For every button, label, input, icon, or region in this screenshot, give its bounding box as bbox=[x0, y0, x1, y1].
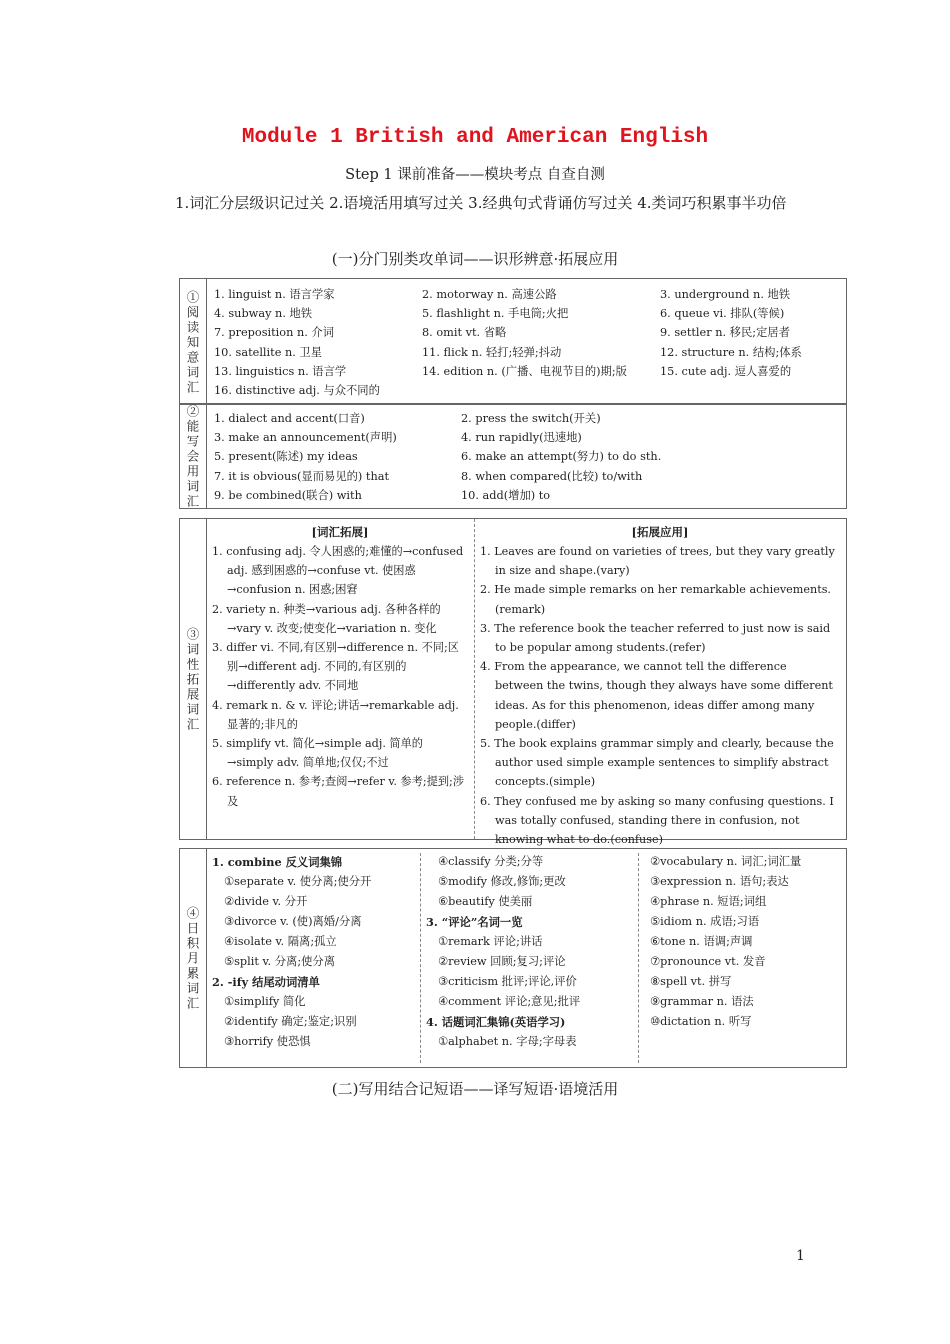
group-heading: 1. combine 反义词集锦 bbox=[212, 855, 343, 869]
vocab-item: ③horrify 使恐惧 bbox=[224, 1035, 311, 1048]
extension-list bbox=[212, 542, 468, 811]
vocab-item: ⑩dictation n. 听写 bbox=[650, 1015, 752, 1028]
vocab-item: ①separate v. 使分离;使分开 bbox=[224, 875, 372, 888]
vocab-item: ④isolate v. 隔离;孤立 bbox=[224, 935, 337, 948]
application-item: 2. He made simple remarks on her remarkable achievements.(remark) bbox=[480, 583, 831, 616]
vocab-item: 6. queue vi. 排队(等候) bbox=[660, 307, 785, 321]
vocab-item: 1. linguist n. 语言学家 bbox=[214, 288, 335, 301]
vocab-item: 11. flick n. 轻打;轻弹;抖动 bbox=[422, 345, 562, 359]
vocab-column bbox=[212, 852, 371, 1052]
box-tab: ④日积月累词汇 bbox=[180, 849, 207, 1067]
group-heading: 4. 话题词汇集锦(英语学习) bbox=[426, 1015, 566, 1029]
vocab-item: 13. linguistics n. 语言学 bbox=[214, 364, 347, 378]
application-item: 4. From the appearance, we cannot tell the difference between the twins, though they always have some different ideas. As for this phenomenon, ideas differ among many people.(differ) bbox=[480, 660, 833, 731]
vocab-item: 4. subway n. 地铁 bbox=[214, 307, 313, 321]
extension-item: 6. reference n. 参考;查阅→refer v. 参考;提到;涉及 bbox=[212, 775, 465, 808]
vocab-item: 16. distinctive adj. 与众不同的 bbox=[214, 384, 380, 398]
vocab-item: 2. motorway n. 高速公路 bbox=[422, 288, 557, 301]
vocab-item: ③divorce v. (使)离婚/分离 bbox=[224, 915, 362, 928]
vocab-item: 3. make an announcement(声明) bbox=[214, 431, 397, 445]
reading-vocab-box bbox=[179, 278, 847, 405]
vocab-item: 9. settler n. 移民;定居者 bbox=[660, 326, 790, 340]
page-number: 1 bbox=[796, 1248, 805, 1264]
vocab-item: ④classify 分类;分等 bbox=[438, 855, 544, 868]
application-item: 3. The reference book the teacher referred to just now is said to be popular among students.(refer) bbox=[480, 621, 831, 655]
vocab-item: ⑥beautify 使美丽 bbox=[438, 895, 533, 908]
box-tab: ①阅读知意词汇 bbox=[180, 279, 207, 404]
vocab-item: 15. cute adj. 逗人喜爱的 bbox=[660, 364, 792, 378]
vocab-item: ③expression n. 语句;表达 bbox=[650, 875, 789, 888]
right-header: [拓展应用] bbox=[631, 525, 689, 539]
vocab-item: 5. flashlight n. 手电筒;火把 bbox=[422, 307, 569, 321]
vocab-item: ⑨grammar n. 语法 bbox=[650, 995, 754, 1008]
extension-vocab-box bbox=[179, 518, 847, 847]
application-item: 6. They confused me by asking so many confusing questions. I was totally confused, standing there in confusion, not knowing what to do.(confuse) bbox=[480, 794, 834, 847]
vocab-item: ②divide v. 分开 bbox=[224, 895, 308, 908]
extension-item: 5. simplify vt. 简化→simple adj. 简单的→simply adv. 简单地;仅仅;不过 bbox=[212, 737, 423, 770]
vocab-item: 12. structure n. 结构;体系 bbox=[660, 345, 802, 359]
vocab-item: 8. omit vt. 省略 bbox=[422, 326, 507, 340]
vocab-item: 10. satellite n. 卫星 bbox=[214, 345, 323, 359]
application-list bbox=[480, 542, 838, 849]
column-divider bbox=[420, 853, 421, 1063]
page-title: Module 1 British and American English bbox=[241, 126, 709, 149]
vocab-item: 6. make an attempt(努力) to do sth. bbox=[461, 450, 662, 464]
vocab-item: 3. underground n. 地铁 bbox=[660, 288, 791, 301]
vocab-item: ①remark 评论;讲话 bbox=[438, 935, 543, 948]
section-heading-2: (二)写用结合记短语——译写短语·语境活用 bbox=[331, 1080, 619, 1098]
vocab-item: 8. when compared(比较) to/with bbox=[461, 469, 643, 483]
column-divider bbox=[474, 519, 475, 839]
vocab-item: 9. be combined(联合) with bbox=[214, 488, 362, 502]
vocab-column bbox=[650, 852, 801, 1032]
left-header: [词汇拓展] bbox=[311, 525, 369, 539]
vocab-item: 1. dialect and accent(口音) bbox=[214, 412, 365, 425]
section-heading-1: (一)分门别类攻单词——识形辨意·拓展应用 bbox=[331, 250, 619, 268]
vocab-column bbox=[660, 285, 802, 381]
vocab-column bbox=[214, 285, 380, 400]
box-tab: ③词性拓展词汇 bbox=[180, 519, 207, 839]
vocab-item: ⑤split v. 分离;使分离 bbox=[224, 955, 336, 968]
extension-item: 1. confusing adj. 令人困惑的;难懂的→confused adj. 感到困惑的→confuse vt. 使困惑→confusion n. 困惑;困窘 bbox=[212, 545, 464, 597]
vocab-item: ②review 回顾;复习;评论 bbox=[438, 955, 566, 968]
vocab-item: ⑤modify 修改,修饰;更改 bbox=[438, 875, 566, 888]
vocab-item: ⑦pronounce vt. 发音 bbox=[650, 955, 766, 968]
application-item: 5. The book explains grammar simply and clearly, because the author used simple example sentences to simplify abstract concepts.(simple) bbox=[480, 737, 834, 789]
vocab-column bbox=[214, 409, 397, 505]
group-heading: 2. -ify 结尾动词清单 bbox=[212, 975, 320, 989]
extension-item: 3. differ vi. 不同,有区别→difference n. 不同;区别→different adj. 不同的,有区别的→differently adv. 不同地 bbox=[212, 641, 459, 693]
application-item: 1. Leaves are found on varieties of trees, but they vary greatly in size and shape.(vary) bbox=[480, 545, 835, 578]
vocab-item: ②identify 确定;鉴定;识别 bbox=[224, 1015, 357, 1028]
vocab-item: ④phrase n. 短语;词组 bbox=[650, 895, 767, 908]
intro-text: 1.词汇分层级识记过关 2.语境活用填写过关 3.经典句式背诵仿写过关 4.类词巧积累事半功倍 bbox=[175, 194, 787, 212]
vocab-column bbox=[422, 285, 627, 381]
vocab-item: ⑤idiom n. 成语;习语 bbox=[650, 915, 760, 928]
vocab-item: ⑧spell vt. 拼写 bbox=[650, 975, 732, 988]
vocab-item: ③criticism 批评;评论,评价 bbox=[438, 975, 577, 988]
vocab-item: 7. preposition n. 介词 bbox=[214, 326, 335, 340]
vocab-item: ①alphabet n. 字母;字母表 bbox=[438, 1035, 577, 1048]
vocab-item: 2. press the switch(开关) bbox=[461, 412, 601, 425]
step-heading: Step 1 课前准备——模块考点 自查自测 bbox=[345, 167, 605, 183]
vocab-item: ④comment 评论;意见;批评 bbox=[438, 995, 581, 1008]
vocab-item: ⑥tone n. 语调;声调 bbox=[650, 935, 753, 948]
vocab-item: ②vocabulary n. 词汇;词汇量 bbox=[650, 855, 802, 868]
vocab-item: 7. it is obvious(显而易见的) that bbox=[214, 469, 389, 483]
accumulated-vocab-box bbox=[179, 848, 847, 1068]
vocab-column bbox=[426, 852, 580, 1052]
vocab-column bbox=[461, 409, 661, 505]
vocab-item: 14. edition n. (广播、电视节目的)期;版 bbox=[422, 364, 627, 378]
writing-vocab-box bbox=[179, 403, 847, 509]
vocab-item: 10. add(增加) to bbox=[461, 488, 551, 502]
extension-item: 2. variety n. 种类→various adj. 各种各样的→vary v. 改变;使变化→variation n. 变化 bbox=[212, 602, 441, 635]
column-divider bbox=[638, 853, 639, 1063]
vocab-item: 5. present(陈述) my ideas bbox=[214, 450, 358, 464]
box-tab: ②能写会用词汇 bbox=[180, 404, 207, 508]
group-heading: 3. “评论”名词一览 bbox=[426, 915, 523, 929]
vocab-item: ①simplify 简化 bbox=[224, 995, 306, 1008]
extension-item: 4. remark n. & v. 评论;讲话→remarkable adj. 显著的;非凡的 bbox=[212, 698, 459, 731]
vocab-item: 4. run rapidly(迅速地) bbox=[461, 431, 582, 445]
